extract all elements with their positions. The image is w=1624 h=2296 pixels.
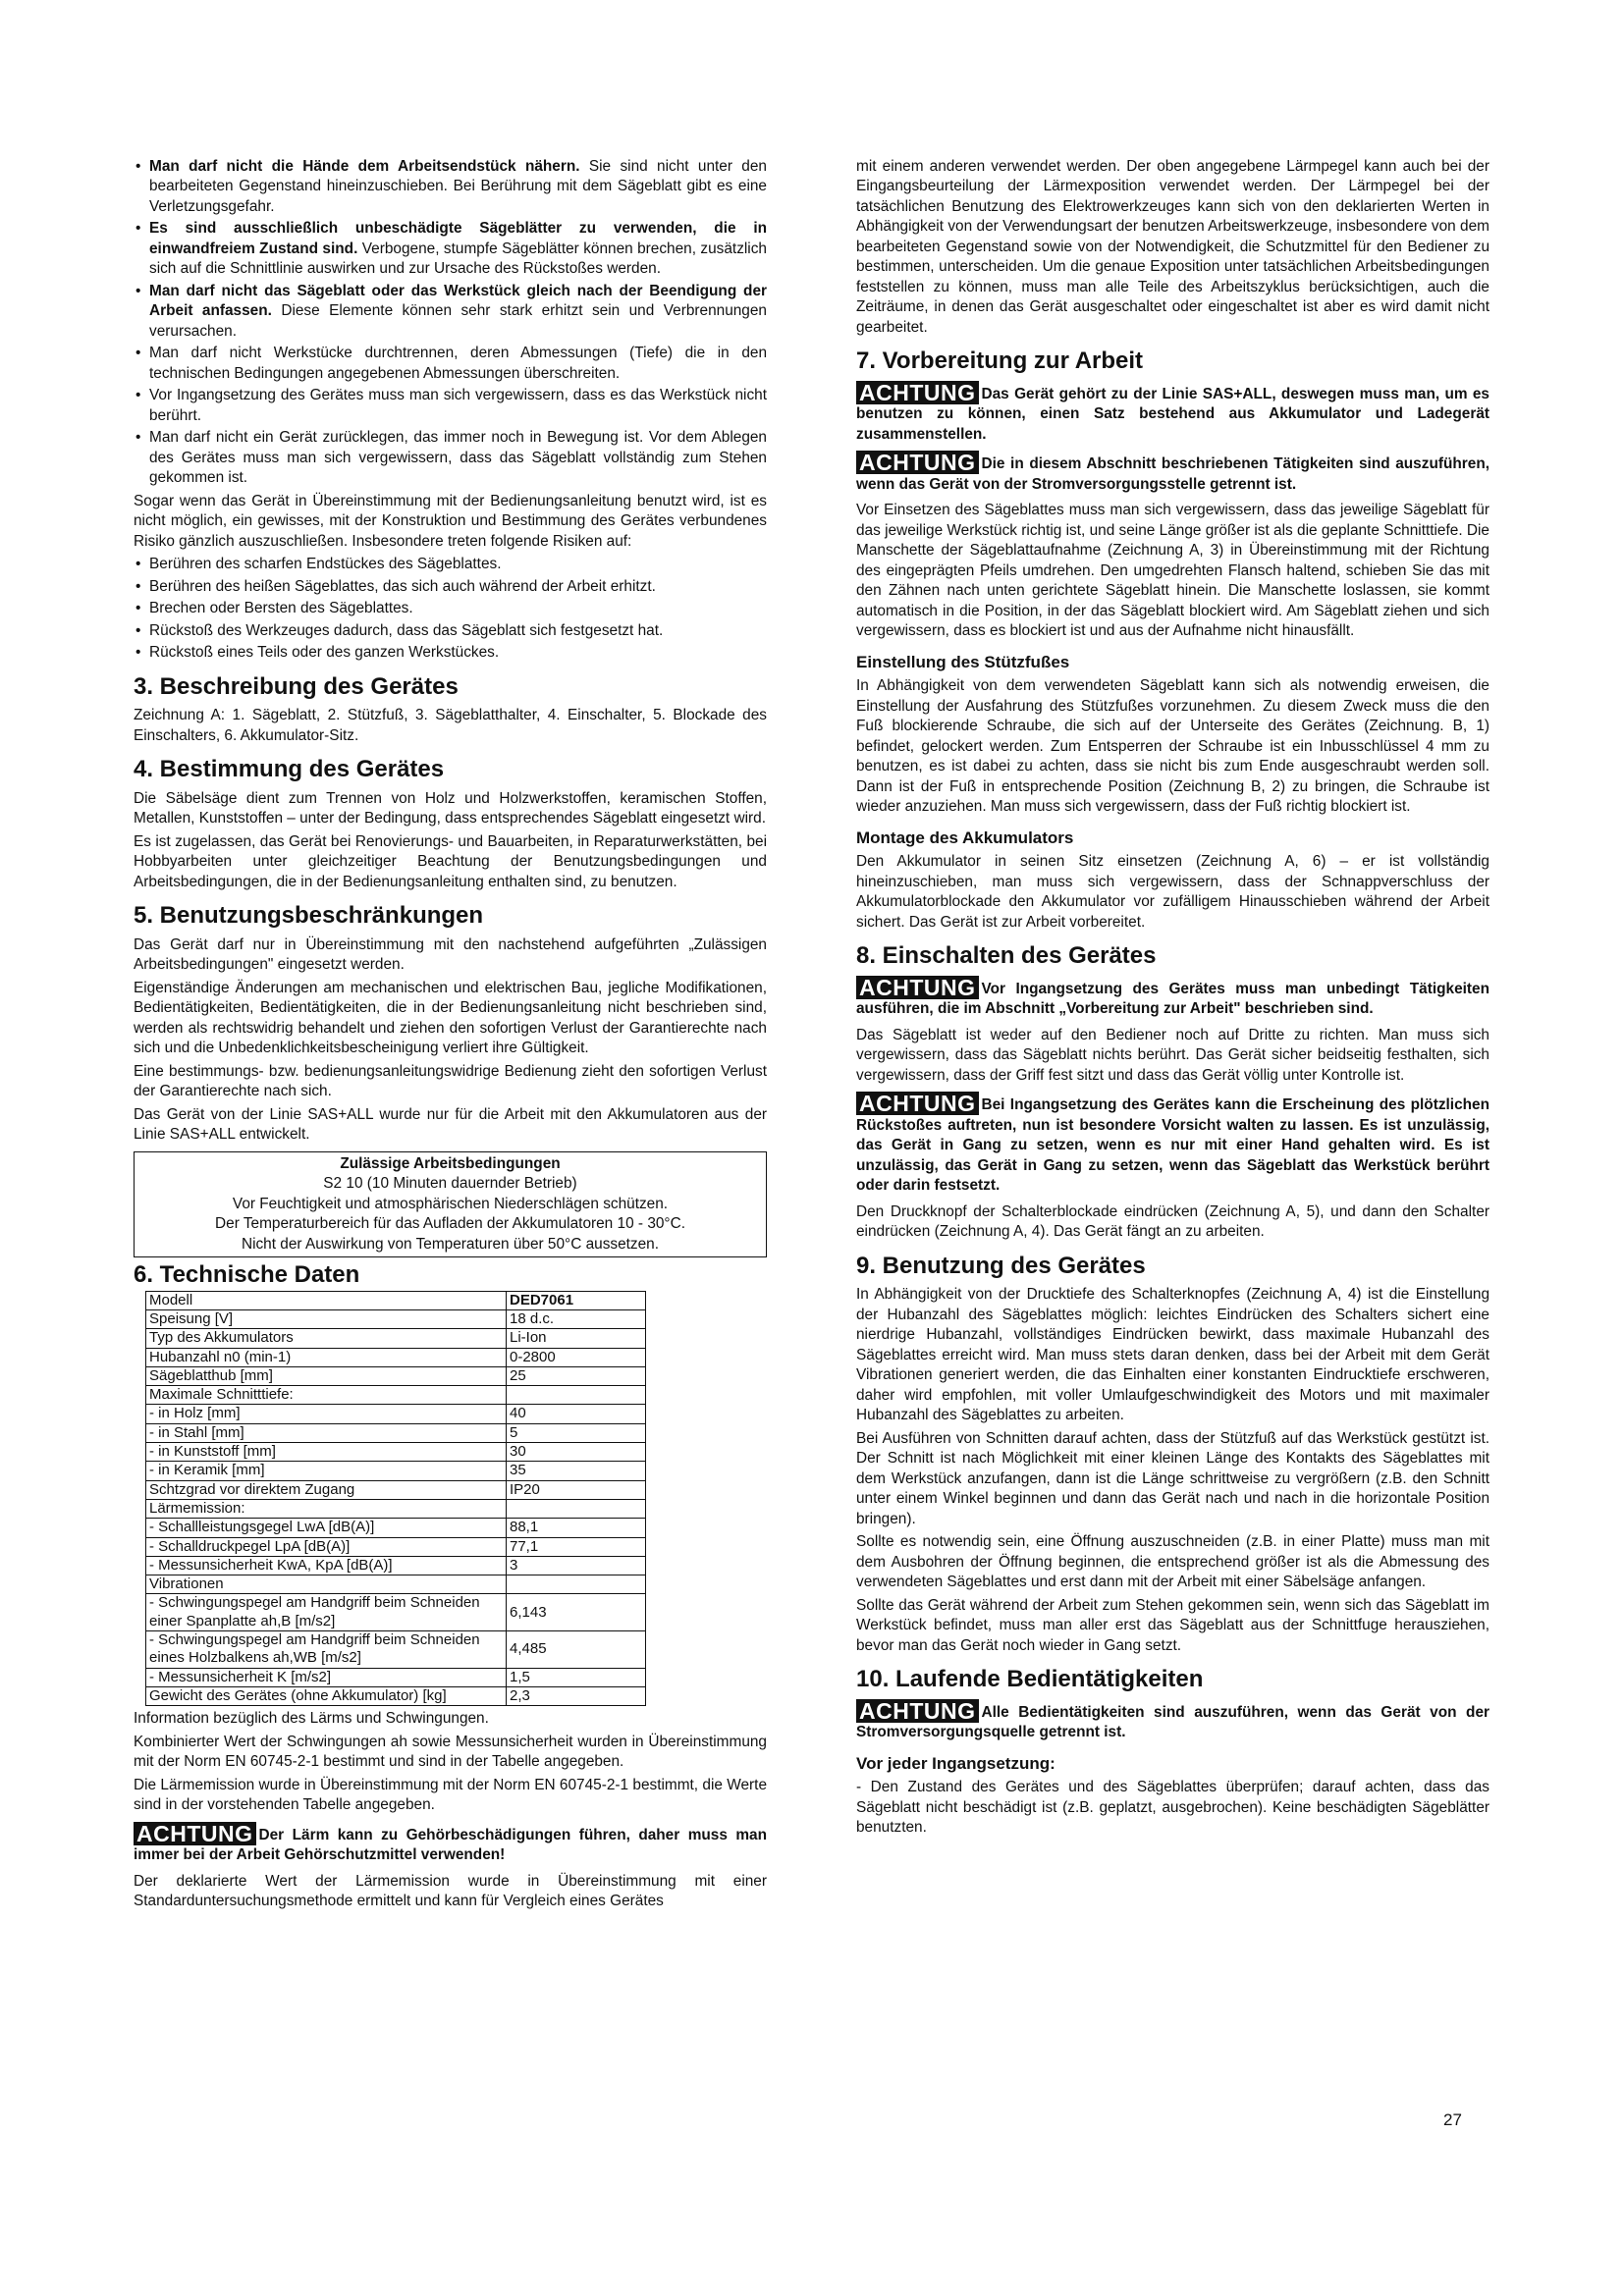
list-item: • Berühren des scharfen Endstückes des Sägeblattes. <box>134 555 767 574</box>
box-line: Nicht der Auswirkung von Temperaturen über 50°C aussetzen. <box>241 1235 660 1253</box>
subheading: Montage des Akkumulators <box>856 828 1074 847</box>
table-row <box>146 1309 646 1328</box>
list-item: • Man darf nicht die Hände dem Arbeitsendstück nähern. Sie sind nicht unter den bearbeiteten Gegenstand hineinzuschieben. Bei Berührung mit dem Sägeblatt gibt es eine Verletzungsgefahr. <box>134 157 767 217</box>
section-heading-9: 9. Benutzung des Gerätes <box>856 1252 1146 1279</box>
table-cell-value: IP20 <box>507 1480 646 1499</box>
list-item: • Man darf nicht das Sägeblatt oder das Werkstück gleich nach der Beendigung der Arbeit anfassen. Diese Elemente können sehr stark erhitzt sein und Verbrennungen verursachen. <box>134 282 767 342</box>
table-cell-value: 25 <box>507 1366 646 1385</box>
table-row <box>146 1631 646 1669</box>
table-cell-value <box>507 1386 646 1405</box>
table-row <box>146 1405 646 1423</box>
warning-box: ACHTUNG Das Gerät gehört zu der Linie SAS+ALL, deswegen muss man, um es benutzen zu können, einen Satz bestehend aus Akkumulator und Ladegerät zusammenstellen. <box>856 379 1489 443</box>
table-row <box>146 1499 646 1518</box>
right-column <box>856 157 1489 1842</box>
table-cell-label: - in Holz [mm] <box>146 1405 507 1423</box>
section-heading-4: 4. Bestimmung des Gerätes <box>134 756 445 783</box>
table-cell-label: Typ des Akkumulators <box>146 1329 507 1348</box>
paragraph: Eigenständige Änderungen am mechanischen und elektrischen Bau, jegliche Modifikationen, Bedientätigkeiten, Bedientätigkeiten, die in der Bedienungsanleitung nicht beschrieben sind, werden als rechtswidrig behandelt und ziehen den sofortigen Verlust der Garantierechte nach sich und die Unbedenklichkeitsbescheinigung verliert ihre Gültigkeit. <box>134 979 767 1057</box>
box-title: Zulässige Arbeitsbedingungen <box>340 1154 561 1172</box>
paragraph: Sollte es notwendig sein, eine Öffnung auszuschneiden (z.B. in einer Platte) muss man mit dem Ausbohren der Öffnung beginnen, die entsprechend größer ist als die Abmessung des verwendeten Sägeblattes und erst dann mit der Arbeit mit einer Säbelsäge anfangen. <box>856 1533 1489 1591</box>
table-cell-value: 4,485 <box>507 1631 646 1669</box>
table-cell-value: DED7061 <box>507 1291 646 1309</box>
paragraph: Eine bestimmungs- bzw. bedienungsanleitungswidrige Bedienung zieht den sofortigen Verlust der Garantierechte nach sich. <box>134 1062 767 1100</box>
table-cell-label: Gewicht des Gerätes (ohne Akkumulator) [kg] <box>146 1686 507 1705</box>
box-line: Vor Feuchtigkeit und atmosphärischen Niederschlägen schützen. <box>232 1195 669 1212</box>
table-cell-label: Sägeblatthub [mm] <box>146 1366 507 1385</box>
table-row <box>146 1686 646 1705</box>
table-row <box>146 1537 646 1556</box>
table-row <box>146 1348 646 1366</box>
table-cell-value <box>507 1575 646 1594</box>
warning-box: ACHTUNG Bei Ingangsetzung des Gerätes kann die Erscheinung des plötzlichen Rückstoßes auftreten, nun ist besondere Vorsicht walten zu lassen. Es ist unzulässig, das Gerät in Gang zu setzen, wenn es nur mit einer Hand gehalten wird. Es ist unzulässig, das Gerät in Gang zu setzen, wenn das Sägeblatt das Werkstück berührt oder darin festsetzt. <box>856 1091 1489 1195</box>
achtung-badge: ACHTUNG <box>134 1822 256 1845</box>
table-row <box>146 1462 646 1480</box>
table-cell-value: 18 d.c. <box>507 1309 646 1328</box>
table-row <box>146 1443 646 1462</box>
warning-noise: ACHTUNG Der Lärm kann zu Gehörbeschädigungen führen, daher muss man immer bei der Arbeit Gehörschutzmittel verwenden! <box>134 1820 767 1864</box>
box-line: S2 10 (10 Minuten dauernder Betrieb) <box>323 1175 577 1193</box>
table-cell-label: - in Keramik [mm] <box>146 1462 507 1480</box>
risk-list <box>134 555 767 663</box>
table-row <box>146 1668 646 1686</box>
paragraph: Kombinierter Wert der Schwingungen ah sowie Messunsicherheit wurden in Übereinstimmung mit der Norm EN 60745-2-1 bestimmt und sind in der Tabelle angegeben. <box>134 1733 767 1771</box>
paragraph: mit einem anderen verwendet werden. Der oben angegebene Lärmpegel kann auch bei der Eingangsbeurteilung der Lärmexposition verwendet werden. Der Lärmpegel bei der tatsächlichen Benutzung des Elektrowerkzeuges kann sich von den deklarierten Werten in Abhängigkeit von der Verwendungsart der benutzen Arbeitswerkzeuge, insbesondere von dem bearbeiteten Gegenstand sowie von der Notwendigkeit, die Schutzmittel für den Bediener zu bestimmen, unterscheiden. Um die genaue Exposition unter tatsächlichen Arbeitsbedingungen feststellen zu können, muss man alle Teile des Arbeitszyklus berücksichtigen, auch die Zeiträume, in denen das Gerät ausgeschaltet oder eingeschaltet ist aber es wird damit nicht gearbeitet. <box>856 158 1489 336</box>
list-item: • Brechen oder Bersten des Sägeblattes. <box>134 599 767 618</box>
table-cell-label: - Schalldruckpegel LpA [dB(A)] <box>146 1537 507 1556</box>
paragraph: Es ist zugelassen, das Gerät bei Renovierungs- und Bauarbeiten, in Reparaturwerkstätten, bei Hobbyarbeiten unter gleichzeitiger Beachtung der Benutzungsbedingungen und Arbeitsbedingungen, die in der Bedienungsanleitung enthalten sind, zu benutzen. <box>134 832 767 890</box>
working-conditions-box <box>134 1151 767 1257</box>
table-cell-value: 30 <box>507 1443 646 1462</box>
paragraph: Zeichnung A: 1. Sägeblatt, 2. Stützfuß, 3. Sägeblatthalter, 4. Einschalter, 5. Blockade des Einschalters, 6. Akkumulator-Sitz. <box>134 707 767 744</box>
paragraph: Den Akkumulator in seinen Sitz einsetzen (Zeichnung A, 6) – er ist vollständig hineinzuschieben, man muss sich vergewissern, dass der Schnappverschluss der Akkumulatorblockade den Akkumulator vor zufälligem Hinausschieben während der Arbeit sichert. Das Gerät ist zur Arbeit vorbereitet. <box>856 853 1489 931</box>
table-cell-label: - Schwingungspegel am Handgriff beim Schneiden einer Spanplatte ah,B [m/s2] <box>146 1594 507 1631</box>
warning-box: ACHTUNG Vor Ingangsetzung des Gerätes muss man unbedingt Tätigkeiten ausführen, die im Abschnitt „Vorbereitung zur Arbeit" beschrieben sind. <box>856 974 1489 1018</box>
paragraph: Der deklarierte Wert der Lärmemission wurde in Übereinstimmung mit einer Standarduntersuchungsmethode ermittelt und kann für Vergleich eines Gerätes <box>134 1872 767 1910</box>
table-cell-label: Modell <box>146 1291 507 1309</box>
paragraph: Vor Einsetzen des Sägeblattes muss man sich vergewissern, dass das jeweilige Sägeblatt für das jeweilige Werkstück richtig ist, und seine Länge größer ist als die geplante Schnitttiefe. Die Manschette der Sägeblattaufnahme (Zeichnung A, 3) in Übereinstimmung mit der Richtung des eingeprägten Pfeils umdrehen. Den umgedrehten Flansch haltend, schieben Sie das mit den Zähnen nach unten gerichtete Sägeblatt hinein. Die Manschette loslassen, sie kommt automatisch in die Position, in der das Sägeblatt blockiert wird. Am Sägeblatt ziehen und sich vergewissern, dass es blockiert ist und aus der Aufnahme nicht hinausfällt. <box>856 502 1489 640</box>
table-cell-label: - in Stahl [mm] <box>146 1423 507 1442</box>
safety-bullet-list <box>134 157 767 489</box>
table-row <box>146 1575 646 1594</box>
table-cell-label: Hubanzahl n0 (min-1) <box>146 1348 507 1366</box>
achtung-badge: ACHTUNG <box>856 976 979 999</box>
table-cell-label: Speisung [V] <box>146 1309 507 1328</box>
table-cell-value: 5 <box>507 1423 646 1442</box>
paragraph: Das Gerät von der Linie SAS+ALL wurde nur für die Arbeit mit den Akkumulatoren aus der Linie SAS+ALL entwickelt. <box>134 1105 767 1144</box>
list-item: • Vor Ingangsetzung des Gerätes muss man sich vergewissern, dass es das Werkstück nicht berührt. <box>134 386 767 426</box>
list-item: • Man darf nicht ein Gerät zurücklegen, das immer noch in Bewegung ist. Vor dem Ablegen des Gerätes muss man sich vergewissern, dass das Sägeblatt vollständig zum Stehen gekommen ist. <box>134 428 767 488</box>
subheading: Vor jeder Ingangsetzung: <box>856 1753 1056 1773</box>
subheading: Einstellung des Stützfußes <box>856 652 1070 671</box>
table-cell-value: 40 <box>507 1405 646 1423</box>
table-cell-label: Schtzgrad vor direktem Zugang <box>146 1480 507 1499</box>
table-cell-value: 6,143 <box>507 1594 646 1631</box>
table-cell-label: - Schallleistungsgegel LwA [dB(A)] <box>146 1519 507 1537</box>
residual-risk-paragraph: Sogar wenn das Gerät in Übereinstimmung mit der Bedienungsanleitung benutzt wird, ist es nicht möglich, ein gewisses, mit der Konstruktion und Bestimmung des Gerätes verbundenes Risiko gänzlich auszuschließen. Insbesondere treten folgende Risiken auf: <box>134 492 767 550</box>
table-cell-label: - in Kunststoff [mm] <box>146 1443 507 1462</box>
paragraph: In Abhängigkeit von der Drucktiefe des Schalterknopfes (Zeichnung A, 4) ist die Einstellung der Hubanzahl des Sägeblattes möglich: leichtes Eindrücken des Schalters sichert eine nierdrige Hubanzahl, vollständiges Eindrücken bewirkt, dass maximale Hubanzahl des Sägeblattes erreicht wird. Man muss stets daran denken, dass bei der Arbeit mit dem Gerät Vibrationen generiert werden, die das Einhalten einer konstanten Eindrucktiefe erschweren, daher wird empfohlen, mit voller Umlaufgeschwindigkeit des Motors und mit maximaler Hubanzahl des Sägeblattes zu arbeiten. <box>856 1286 1489 1424</box>
list-item: • Rückstoß des Werkzeuges dadurch, dass das Sägeblatt sich festgesetzt hat. <box>134 621 767 641</box>
paragraph: Das Gerät darf nur in Übereinstimmung mit den nachstehend aufgeführten „Zulässigen Arbeitsbedingungen" eingesetzt werden. <box>134 935 767 974</box>
achtung-badge: ACHTUNG <box>856 1699 979 1723</box>
list-item: • Rückstoß eines Teils oder des ganzen Werkstückes. <box>134 643 767 663</box>
table-row <box>146 1594 646 1631</box>
table-cell-value: 2,3 <box>507 1686 646 1705</box>
paragraph: Die Säbelsäge dient zum Trennen von Holz und Holzwerkstoffen, keramischen Stoffen, Metallen, Kunststoffen – unter der Bedingung, dass entsprechendes Sägeblatt eingesetzt wird. <box>134 789 767 828</box>
table-cell-label: - Schwingungspegel am Handgriff beim Schneiden eines Holzbalkens ah,WB [m/s2] <box>146 1631 507 1669</box>
table-cell-value: 35 <box>507 1462 646 1480</box>
paragraph: Den Druckknopf der Schalterblockade eindrücken (Zeichnung A, 5), und dann den Schalter eindrücken (Zeichnung A, 4). Das Gerät fängt an zu arbeiten. <box>856 1202 1489 1241</box>
table-cell-value: Li-Ion <box>507 1329 646 1348</box>
paragraph: In Abhängigkeit von dem verwendeten Sägeblatt kann sich als notwendig erweisen, die Einstellung der Ausfahrung des Stützfußes vorzunehmen. Zu diesem Zweck muss die den Fuß blockierende Schraube, die sich auf der Unterseite des Gerätes (Zeichnung. B, 1) befindet, gelockert werden. Zum Entsperren der Schraube ist ein Inbusschlüssel 4 mm zu benutzen, es ist dabei zu achten, dass sie nicht bis zum Ende ausgeschraubt werden soll. Dann ist der Fuß in entsprechende Position (Zeichnung B, 2) zu bringen, die Schraube ist wieder anzuziehen. Man muss sich vergewissern, dass der Fuß richtig blockiert ist. <box>856 677 1489 816</box>
table-cell-label: Lärmemission: <box>146 1499 507 1518</box>
box-line: Der Temperaturbereich für das Aufladen der Akkumulatoren 10 - 30°C. <box>215 1215 685 1233</box>
paragraph: Sollte das Gerät während der Arbeit zum Stehen gekommen sein, wenn sich das Sägeblatt im Werkstück befindet, muss man aller erst das Sägeblatt aus der Schnittfuge herausziehen, bevor man das Gerät noch wieder in Gang setzt. <box>856 1596 1489 1654</box>
technical-data-table <box>145 1291 646 1707</box>
table-row <box>146 1519 646 1537</box>
paragraph: Die Lärmemission wurde in Übereinstimmung mit der Norm EN 60745-2-1 bestimmt, die Werte sind in der vorstehenden Tabelle angegeben. <box>134 1776 767 1814</box>
achtung-badge: ACHTUNG <box>856 451 979 474</box>
paragraph: Das Sägeblatt ist weder auf den Bediener noch auf Dritte zu richten. Man muss sich vergewissern, dass das Sägeblatt nichts berührt. Das Gerät sicher beidseitig festhalten, sich vergewissern, dass der Griff fest sitzt und dass das Gerät völlig unter Kontrolle ist. <box>856 1026 1489 1084</box>
section-heading-7: 7. Vorbereitung zur Arbeit <box>856 347 1144 375</box>
table-cell-label: - Messunsicherheit KwA, KpA [dB(A)] <box>146 1556 507 1575</box>
warning-box: ACHTUNG Alle Bedientätigkeiten sind auszuführen, wenn das Gerät von der Stromversorgungsquelle getrennt ist. <box>856 1697 1489 1741</box>
table-row <box>146 1423 646 1442</box>
table-row <box>146 1386 646 1405</box>
section-heading-6: 6. Technische Daten <box>134 1261 360 1289</box>
table-cell-value: 0-2800 <box>507 1348 646 1366</box>
list-item: • Berühren des heißen Sägeblattes, das sich auch während der Arbeit erhitzt. <box>134 577 767 597</box>
paragraph: Information bezüglich des Lärms und Schwingungen. <box>134 1710 489 1728</box>
achtung-badge: ACHTUNG <box>856 1092 979 1115</box>
table-cell-value: 3 <box>507 1556 646 1575</box>
list-item: • Es sind ausschließlich unbeschädigte Sägeblätter zu verwenden, die in einwandfreiem Zustand sind. Verbogene, stumpfe Sägeblätter können brechen, zusätzlich sich auf die Schnittlinie auswirken und zur Ursache des Rückstoßes werden. <box>134 219 767 279</box>
table-cell-label: - Messunsicherheit K [m/s2] <box>146 1668 507 1686</box>
section-heading-10: 10. Laufende Bedientätigkeiten <box>856 1666 1204 1693</box>
table-cell-value: 88,1 <box>507 1519 646 1537</box>
paragraph: Bei Ausführen von Schnitten darauf achten, dass der Stützfuß auf das Werkstück gestützt ist. Der Schnitt ist nach Möglichkeit mit einer kleinen Länge des Kontakts des Sägeblattes mit dem Werkstück anzufangen, dann ist die Länge schrittweise zu vergrößern (z.B. den Schnitt unter einem Winkel beginnen und dann das Gerät nach und nach in die horizontale Position bringen). <box>856 1429 1489 1527</box>
table-row <box>146 1329 646 1348</box>
page-number: 27 <box>1443 2110 1462 2129</box>
achtung-badge: ACHTUNG <box>856 381 979 404</box>
left-column <box>134 157 767 1915</box>
table-cell-value <box>507 1499 646 1518</box>
table-row <box>146 1556 646 1575</box>
section-heading-3: 3. Beschreibung des Gerätes <box>134 672 459 700</box>
table-row <box>146 1291 646 1309</box>
table-row <box>146 1366 646 1385</box>
table-cell-label: Vibrationen <box>146 1575 507 1594</box>
table-row <box>146 1480 646 1499</box>
section-heading-8: 8. Einschalten des Gerätes <box>856 942 1157 970</box>
table-cell-value: 1,5 <box>507 1668 646 1686</box>
table-cell-label: Maximale Schnitttiefe: <box>146 1386 507 1405</box>
section-heading-5: 5. Benutzungsbeschränkungen <box>134 902 484 930</box>
warning-box: ACHTUNG Die in diesem Abschnitt beschriebenen Tätigkeiten sind auszuführen, wenn das Gerät von der Stromversorgungsstelle getrennt ist. <box>856 450 1489 493</box>
paragraph: - Den Zustand des Gerätes und des Sägeblattes überprüfen; darauf achten, dass das Sägeblatt nicht beschädigt ist (z.B. geplatzt, ausgebrochen). Keine beschädigten Sägeblätter benutzten. <box>856 1779 1489 1837</box>
list-item: • Man darf nicht Werkstücke durchtrennen, deren Abmessungen (Tiefe) die in den technischen Bedingungen angegebenen Abmessungen überschreiten. <box>134 344 767 384</box>
table-cell-value: 77,1 <box>507 1537 646 1556</box>
